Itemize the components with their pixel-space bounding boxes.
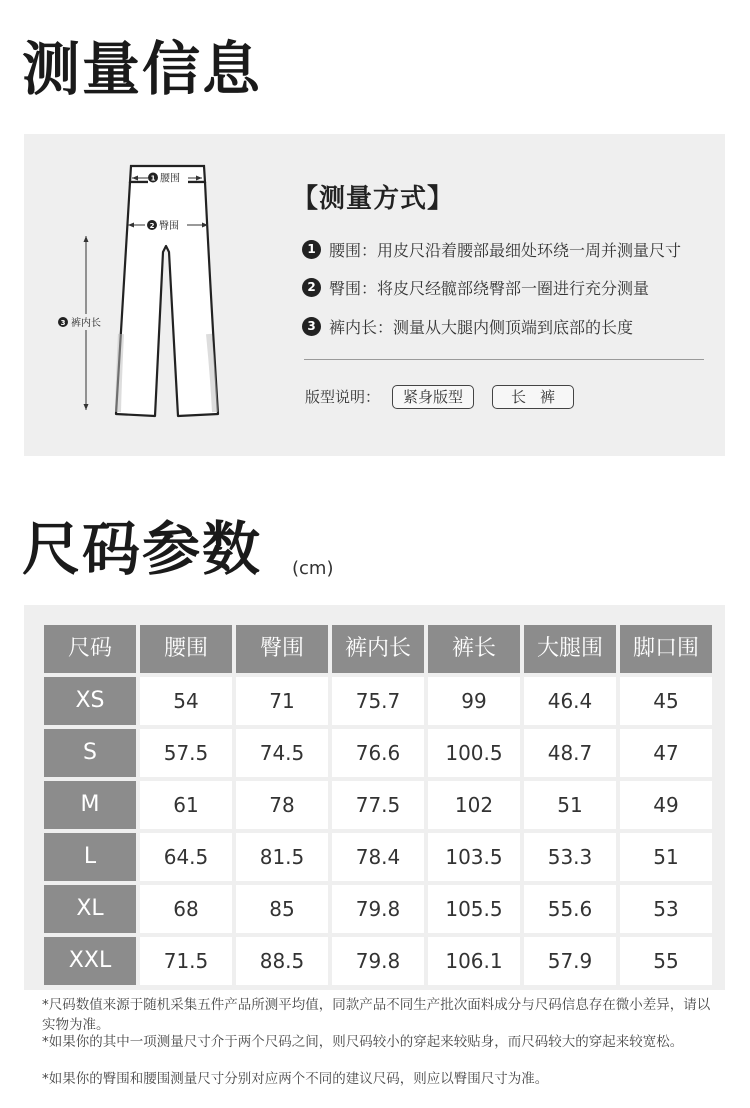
table-cell: 74.5	[236, 729, 328, 777]
figure-hip-label: 臀围	[159, 221, 179, 232]
figure-inseam-label: 裤内长	[71, 318, 101, 329]
table-cell: 79.8	[332, 937, 424, 985]
table-size-cell: S	[44, 729, 136, 777]
fit-label: 版型说明：	[305, 388, 381, 406]
table-header-cell: 大腿围	[524, 625, 616, 673]
table-cell: 85	[236, 885, 328, 933]
table-cell: 57.5	[140, 729, 232, 777]
note-1: *尺码数值来源于随机采集五件产品所测平均值，同款产品不同生产批次面料成分与尺码信息存在微小差异，请以实物为准。	[42, 997, 711, 1033]
table-cell: 61	[140, 781, 232, 829]
table-header-cell: 脚口围	[620, 625, 712, 673]
table-cell: 88.5	[236, 937, 328, 985]
table-cell: 47	[620, 729, 712, 777]
table-cell: 53.3	[524, 833, 616, 881]
table-cell: 55.6	[524, 885, 616, 933]
table-size-cell: M	[44, 781, 136, 829]
table-cell: 78.4	[332, 833, 424, 881]
table-cell: 76.6	[332, 729, 424, 777]
method-item-waist	[302, 238, 681, 261]
note-2: *如果你的其中一项测量尺寸介于两个尺码之间，则尺码较小的穿起来较贴身，而尺码较大的穿起来较宽松。	[42, 1034, 684, 1050]
number-badge: 2	[302, 278, 321, 297]
divider	[304, 359, 704, 360]
fit-tag-long-pants: 长裤	[492, 385, 574, 409]
measure-panel	[24, 134, 725, 456]
table-cell: 75.7	[332, 677, 424, 725]
figure-badge-2: 2	[149, 222, 155, 230]
table-cell: 64.5	[140, 833, 232, 881]
table-header-cell: 腰围	[140, 625, 232, 673]
table-cell: 51	[620, 833, 712, 881]
table-cell: 105.5	[428, 885, 520, 933]
pants-illustration	[24, 134, 294, 456]
table-cell: 99	[428, 677, 520, 725]
table-cell: 106.1	[428, 937, 520, 985]
size-table	[24, 605, 725, 990]
table-cell: 77.5	[332, 781, 424, 829]
figure-badge-1: 1	[150, 174, 156, 183]
table-cell: 54	[140, 677, 232, 725]
table-cell: 53	[620, 885, 712, 933]
table-cell: 71.5	[140, 937, 232, 985]
size-unit: (cm)	[292, 558, 334, 579]
size-params-title: 尺码参数	[22, 515, 263, 583]
table-cell: 49	[620, 781, 712, 829]
note-3: *如果你的臀围和腰围测量尺寸分别对应两个不同的建议尺码，则应以臀围尺寸为准。	[42, 1071, 549, 1087]
table-header-cell: 臀围	[236, 625, 328, 673]
method-text: 裤内长：测量从大腿内侧顶端到底部的长度	[329, 318, 634, 337]
table-size-cell: XS	[44, 677, 136, 725]
table-cell: 55	[620, 937, 712, 985]
table-cell: 68	[140, 885, 232, 933]
table-header-cell: 裤内长	[332, 625, 424, 673]
measure-method-title: 【测量方式】	[292, 184, 455, 214]
table-header-cell: 尺码	[44, 625, 136, 673]
table-size-cell: XL	[44, 885, 136, 933]
table-cell: 45	[620, 677, 712, 725]
table-size-cell: XXL	[44, 937, 136, 985]
table-cell: 100.5	[428, 729, 520, 777]
table-cell: 51	[524, 781, 616, 829]
table-header-cell: 裤长	[428, 625, 520, 673]
table-cell: 46.4	[524, 677, 616, 725]
figure-badge-3: 3	[60, 319, 66, 327]
table-cell: 102	[428, 781, 520, 829]
method-text: 臀围：将皮尺经髋部绕臀部一圈进行充分测量	[329, 279, 650, 298]
number-badge: 1	[302, 240, 321, 259]
table-cell: 71	[236, 677, 328, 725]
table-cell: 81.5	[236, 833, 328, 881]
table-size-cell: L	[44, 833, 136, 881]
table-cell: 79.8	[332, 885, 424, 933]
table-cell: 57.9	[524, 937, 616, 985]
measure-info-title: 测量信息	[22, 35, 263, 103]
table-cell: 103.5	[428, 833, 520, 881]
figure-waist-label: 腰围	[160, 173, 180, 185]
table-cell: 48.7	[524, 729, 616, 777]
fit-tag-slim: 紧身版型	[392, 385, 474, 409]
method-item-inseam	[302, 315, 633, 338]
method-text: 腰围：用皮尺沿着腰部最细处环绕一周并测量尺寸	[329, 241, 682, 260]
table-cell: 78	[236, 781, 328, 829]
method-item-hip	[302, 276, 649, 299]
number-badge: 3	[302, 317, 321, 336]
